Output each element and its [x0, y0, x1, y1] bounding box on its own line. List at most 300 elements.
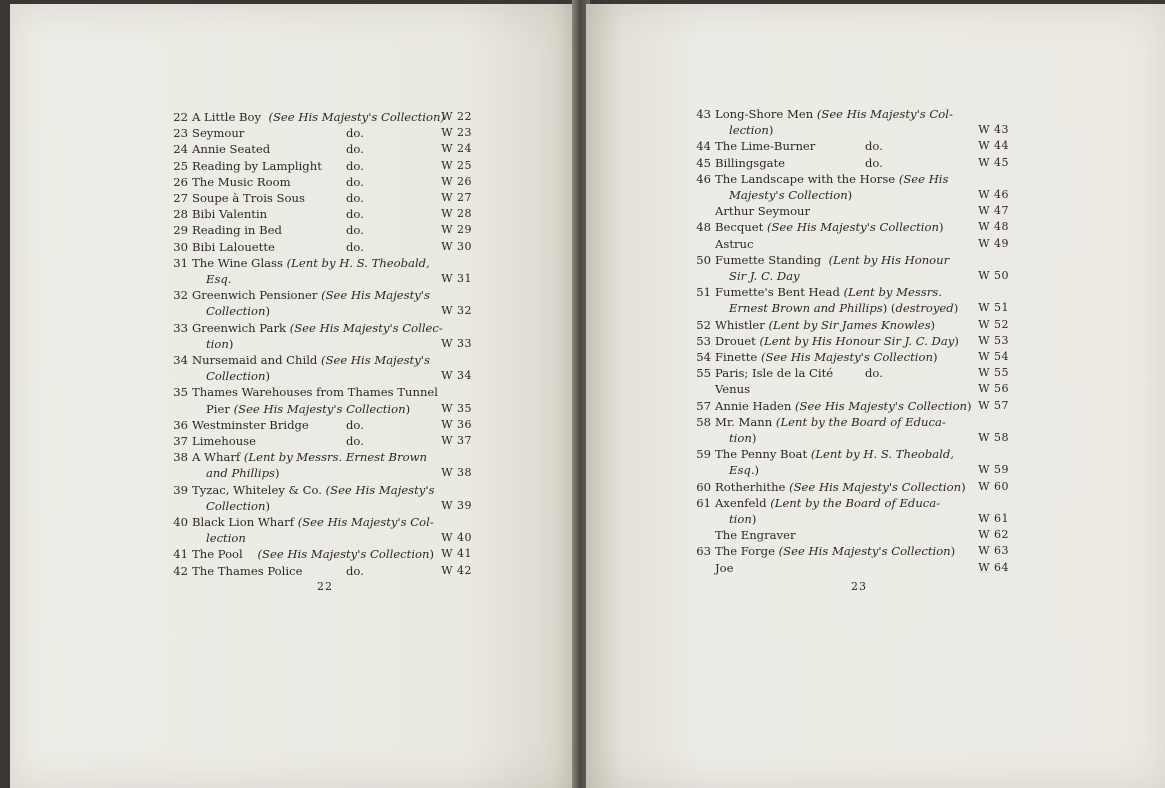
- catalogue-reference: W 55: [978, 366, 1009, 380]
- entry-italic-text: lection: [729, 123, 769, 138]
- entry-text: A Wharf: [192, 450, 244, 465]
- entry-text: ): [274, 466, 280, 481]
- entry-text: Reading in Bed: [192, 223, 282, 238]
- catalogue-reference: W 37: [441, 434, 472, 448]
- entry-continuation-line: [715, 122, 975, 138]
- entry-text: ): [953, 301, 959, 316]
- catalogue-reference: W 38: [441, 466, 472, 480]
- catalogue-entry: [170, 239, 472, 255]
- entry-text: ): [228, 336, 234, 351]
- catalogue-reference: W 23: [441, 126, 472, 140]
- catalogue-reference: W 31: [441, 272, 472, 286]
- entry-text: ): [950, 544, 956, 559]
- entry-text: Soupe à Trois Sous: [192, 191, 305, 206]
- entry-number: 53: [696, 333, 711, 348]
- entry-continuation-line: [715, 430, 975, 446]
- entry-text: ): [405, 401, 411, 416]
- entry-continuation-line: [715, 300, 975, 316]
- entry-title-line: [715, 284, 975, 300]
- catalogue-reference: W 53: [978, 333, 1009, 347]
- entry-text: Billingsgate: [715, 155, 786, 170]
- entry-text: Nursemaid and Child: [192, 353, 322, 368]
- entry-title-line: [192, 255, 438, 271]
- entry-number: 54: [696, 350, 711, 365]
- entry-continuation-line: [192, 498, 438, 514]
- catalogue-entry: [693, 333, 1009, 349]
- entry-text: ): [954, 333, 959, 348]
- entry-italic-text: (See His Majesty's Collection): [268, 110, 445, 124]
- left-page-number: 22: [317, 580, 333, 593]
- entry-number: 55: [696, 366, 711, 381]
- entry-title-line: [192, 125, 438, 141]
- entry-italic-text: Ernest Brown and Phillips: [729, 301, 883, 316]
- catalogue-reference: W 64: [978, 560, 1009, 574]
- entry-title-line: [715, 495, 975, 511]
- entry-text: ): [932, 350, 938, 365]
- entry-text: Limehouse: [192, 434, 256, 449]
- ditto-mark: do.: [865, 366, 883, 381]
- catalogue-entry: [170, 255, 472, 287]
- catalogue-reference: W 24: [441, 142, 472, 156]
- catalogue-reference: W 60: [978, 479, 1009, 493]
- entry-title-line: [715, 106, 975, 122]
- entry-italic-text: (See His Majesty's Col-: [297, 515, 434, 530]
- catalogue-reference: W 58: [978, 431, 1009, 445]
- catalogue-entry: [693, 252, 1009, 284]
- entry-title-line: [192, 384, 438, 400]
- ditto-mark: do.: [346, 158, 364, 173]
- catalogue-reference: W 57: [978, 398, 1009, 412]
- entry-text: Thames Warehouses from Thames Tunnel: [192, 385, 438, 400]
- entry-italic-text: Esq.: [206, 272, 232, 287]
- entry-text: Astruc: [715, 236, 754, 251]
- catalogue-reference: W 39: [441, 498, 472, 512]
- entry-text: The Pool: [192, 547, 258, 562]
- entry-number: 41: [173, 547, 188, 562]
- entry-italic-text: (See His Majesty's Collection: [760, 350, 933, 365]
- entry-text: The Landscape with the Horse: [715, 171, 899, 186]
- catalogue-entry: [170, 482, 472, 514]
- entry-number: 38: [173, 450, 188, 465]
- catalogue-reference: W 29: [441, 223, 472, 237]
- entry-number: 40: [173, 515, 188, 530]
- right-page-number: 23: [851, 580, 867, 593]
- entry-italic-text: (See His Majesty's Collection: [778, 544, 951, 559]
- entry-title-line: [192, 433, 438, 449]
- catalogue-reference: W 62: [978, 528, 1009, 542]
- catalogue-reference: W 35: [441, 401, 472, 415]
- entry-title-line: [192, 174, 438, 190]
- entry-number: 22: [173, 110, 188, 124]
- entry-title-line: [192, 158, 438, 174]
- ditto-mark: do.: [346, 126, 364, 141]
- entry-text: Annie Haden: [715, 398, 796, 413]
- entry-text: Becquet: [715, 220, 767, 235]
- catalogue-entry: [170, 417, 472, 433]
- entry-title-line: [192, 352, 438, 368]
- ditto-mark: do.: [346, 417, 364, 432]
- catalogue-reference: W 26: [441, 174, 472, 188]
- entry-italic-text: (See His Majesty's: [321, 353, 430, 368]
- entry-text: Tyzac, Whiteley & Co.: [192, 482, 326, 497]
- catalogue-reference: W 49: [978, 236, 1009, 250]
- entry-title-line: [192, 206, 438, 222]
- catalogue-entry: [693, 171, 1009, 203]
- ditto-mark: do.: [346, 207, 364, 222]
- entry-title-line: [192, 563, 438, 579]
- entry-number: 46: [696, 171, 711, 186]
- catalogue-reference: W 52: [978, 317, 1009, 331]
- catalogue-entry: [170, 222, 472, 238]
- entry-title-line: [192, 190, 438, 206]
- entry-text: Reading by Lamplight: [192, 158, 322, 173]
- catalogue-entry: [693, 560, 1009, 576]
- entry-number: 45: [696, 155, 711, 170]
- entry-title-line: [192, 239, 438, 255]
- entry-title-line: [715, 381, 975, 397]
- entry-continuation-line: [192, 336, 438, 352]
- catalogue-reference: W 61: [978, 512, 1009, 526]
- entry-italic-text: Esq.: [729, 463, 755, 478]
- entry-number: 59: [696, 447, 711, 462]
- entry-text: Annie Seated: [192, 142, 271, 157]
- catalogue-reference: W 28: [441, 207, 472, 221]
- entry-italic-text: (See His Majesty's Collection: [789, 479, 962, 494]
- entry-text: Paris; Isle de la Cité: [715, 366, 834, 381]
- entry-italic-text: (Lent by His Honour Sir J. C. Day: [759, 333, 955, 348]
- ditto-mark: do.: [346, 223, 364, 238]
- entry-italic-text: (Lent by the Board of Educa-: [770, 495, 941, 510]
- entry-title-line: [715, 236, 975, 252]
- entry-text: ): [930, 317, 936, 332]
- entry-text: Bibi Valentin: [192, 207, 268, 222]
- entry-number: 32: [173, 288, 188, 303]
- entry-text: Axenfeld: [715, 495, 771, 510]
- entry-title-line: [715, 414, 975, 430]
- catalogue-reference: W 50: [978, 269, 1009, 283]
- entry-text: Finette: [715, 350, 761, 365]
- entry-title-line: [715, 365, 975, 381]
- catalogue-entry: [170, 287, 472, 319]
- ditto-mark: do.: [346, 174, 364, 189]
- entry-text: Joe: [715, 560, 734, 575]
- entry-title-line: [715, 171, 975, 187]
- entry-text: ): [847, 188, 853, 203]
- entry-title-line: [192, 222, 438, 238]
- entry-number: 63: [696, 544, 711, 559]
- entry-title-line: [715, 560, 975, 576]
- ditto-mark: do.: [346, 142, 364, 157]
- entry-italic-text: Majesty's Collection: [729, 188, 848, 203]
- entry-italic-text: (Lent by His Honour: [828, 252, 950, 267]
- entry-number: 37: [173, 434, 188, 449]
- catalogue-reference: W 34: [441, 369, 472, 383]
- catalogue-entry: [170, 449, 472, 481]
- entry-text: Westminster Bridge: [192, 417, 309, 432]
- entry-title-line: [715, 543, 975, 559]
- entry-italic-text: (See His Majesty's Col-: [816, 107, 953, 121]
- catalogue-reference: W 43: [978, 123, 1009, 137]
- entry-text: ): [768, 123, 774, 138]
- catalogue-entry: [170, 190, 472, 206]
- entry-text: Venus: [715, 382, 751, 397]
- entry-continuation-line: [192, 401, 438, 417]
- entry-italic-text: (See His Majesty's Collection: [233, 401, 406, 416]
- catalogue-reference: W 48: [978, 220, 1009, 234]
- right-entry-list: [693, 106, 1009, 576]
- catalogue-entry: [693, 495, 1009, 527]
- catalogue-reference: W 36: [441, 417, 472, 431]
- ditto-mark: do.: [865, 155, 883, 170]
- catalogue-entry: [170, 125, 472, 141]
- catalogue-entry: [693, 317, 1009, 333]
- entry-text: The Forge: [715, 544, 779, 559]
- entry-title-line: [715, 138, 975, 154]
- entry-text: Drouet: [715, 333, 760, 348]
- entry-number: 27: [173, 191, 188, 206]
- ditto-mark: do.: [346, 434, 364, 449]
- entry-title-line: [715, 333, 975, 349]
- entry-text: Black Lion Wharf: [192, 515, 298, 530]
- entry-number: 33: [173, 320, 188, 335]
- entry-number: 48: [696, 220, 711, 235]
- entry-text: ): [265, 498, 270, 513]
- entry-text: The Penny Boat: [715, 447, 811, 462]
- catalogue-entry: [170, 514, 472, 546]
- entry-title-line: [715, 252, 975, 268]
- catalogue-reference: W 42: [441, 563, 472, 577]
- entry-title-line: [192, 449, 438, 465]
- catalogue-entry: [170, 174, 472, 190]
- catalogue-entry: [170, 158, 472, 174]
- left-entry-list: [170, 109, 472, 579]
- catalogue-entry: [693, 365, 1009, 381]
- right-page: [586, 4, 1165, 788]
- catalogue-reference: W 56: [978, 382, 1009, 396]
- catalogue-entry: [170, 546, 472, 562]
- ditto-mark: do.: [346, 563, 364, 578]
- entry-number: 25: [173, 158, 188, 173]
- catalogue-reference: W 51: [978, 301, 1009, 315]
- catalogue-entry: [170, 109, 472, 125]
- entry-text: Pier: [206, 401, 234, 416]
- entry-number: 57: [696, 398, 711, 413]
- entry-title-line: [192, 109, 445, 125]
- catalogue-entry: [693, 479, 1009, 495]
- entry-title-line: [192, 417, 438, 433]
- entry-number: 30: [173, 239, 188, 254]
- entry-title-line: [192, 141, 438, 157]
- entry-text: Mr. Mann: [715, 414, 776, 429]
- catalogue-entry: [693, 138, 1009, 154]
- catalogue-reference: W 59: [978, 463, 1009, 477]
- entry-number: 42: [173, 563, 188, 578]
- entry-italic-text: destroyed: [895, 301, 954, 316]
- catalogue-entry: [693, 398, 1009, 414]
- entry-text: ): [938, 220, 944, 235]
- entry-number: 51: [696, 285, 711, 300]
- catalogue-reference: W 25: [441, 158, 472, 172]
- entry-text: ): [754, 463, 760, 478]
- entry-italic-text: (See His: [898, 171, 949, 186]
- catalogue-entry: [170, 352, 472, 384]
- catalogue-reference: W 40: [441, 531, 472, 545]
- entry-text: ): [265, 304, 270, 319]
- entry-number: 52: [696, 317, 711, 332]
- catalogue-reference: W 54: [978, 350, 1009, 364]
- entry-text: Fumette's Bent Head: [715, 285, 844, 300]
- catalogue-entry: [170, 320, 472, 352]
- entry-continuation-line: [192, 465, 438, 481]
- catalogue-entry: [693, 349, 1009, 365]
- catalogue-reference: W 63: [978, 544, 1009, 558]
- catalogue-entry: [170, 384, 472, 416]
- entry-title-line: [715, 219, 975, 235]
- catalogue-entry: [693, 414, 1009, 446]
- entry-text: Arthur Seymour: [715, 204, 811, 219]
- catalogue-entry: [693, 446, 1009, 478]
- entry-title-line: [192, 482, 438, 498]
- entry-title-line: [192, 320, 443, 336]
- catalogue-entry: [693, 543, 1009, 559]
- entry-number: 31: [173, 255, 188, 270]
- entry-text: Long-Shore Men: [715, 107, 817, 121]
- entry-italic-text: tion: [206, 336, 229, 351]
- entry-text: The Engraver: [715, 528, 796, 543]
- entry-text: ) (: [882, 301, 896, 316]
- catalogue-entry: [693, 527, 1009, 543]
- entry-number: 61: [696, 495, 711, 510]
- entry-italic-text: (See His Majesty's Collection: [795, 398, 968, 413]
- entry-text: Bibi Lalouette: [192, 239, 275, 254]
- entry-number: 35: [173, 385, 188, 400]
- entry-title-line: [715, 155, 975, 171]
- catalogue-entry: [693, 284, 1009, 316]
- entry-number: 24: [173, 142, 188, 157]
- entry-text: ): [967, 398, 972, 413]
- entry-title-line: [715, 527, 975, 543]
- catalogue-reference: W 44: [978, 139, 1009, 153]
- entry-text: Fumette Standing: [715, 252, 829, 267]
- entry-text: ): [751, 512, 757, 527]
- entry-title-line: [192, 287, 438, 303]
- entry-italic-text: (See His Majesty's Collection: [257, 547, 430, 562]
- entry-text: Seymour: [192, 126, 245, 141]
- entry-text: ): [751, 431, 757, 446]
- ditto-mark: do.: [346, 191, 364, 206]
- entry-title-line: [715, 446, 975, 462]
- catalogue-reference: W 33: [441, 336, 472, 350]
- entry-italic-text: lection: [206, 531, 246, 546]
- entry-number: 29: [173, 223, 188, 238]
- entry-italic-text: Collection: [206, 498, 266, 513]
- entry-text: ): [265, 369, 270, 384]
- entry-continuation-line: [192, 303, 438, 319]
- entry-italic-text: Collection: [206, 369, 266, 384]
- entry-text: Whistler: [715, 317, 769, 332]
- entry-number: 44: [696, 139, 711, 154]
- entry-continuation-line: [192, 530, 438, 546]
- entry-italic-text: Sir J. C. Day: [729, 269, 800, 284]
- entry-continuation-line: [715, 187, 975, 203]
- entry-number: 34: [173, 353, 188, 368]
- entry-title-line: [715, 479, 975, 495]
- entry-text: ): [429, 547, 435, 562]
- entry-italic-text: tion: [729, 431, 752, 446]
- ditto-mark: do.: [865, 139, 883, 154]
- entry-continuation-line: [715, 462, 975, 478]
- catalogue-reference: W 46: [978, 188, 1009, 202]
- entry-italic-text: tion: [729, 512, 752, 527]
- entry-number: 39: [173, 482, 188, 497]
- catalogue-reference: W 27: [441, 191, 472, 205]
- entry-italic-text: (See His Majesty's: [325, 482, 435, 497]
- catalogue-reference: W 30: [441, 239, 472, 253]
- entry-title-line: [715, 203, 975, 219]
- catalogue-reference: W 45: [978, 155, 1009, 169]
- entry-text: The Thames Police: [192, 563, 303, 578]
- entry-number: 23: [173, 126, 188, 141]
- entry-number: 26: [173, 174, 188, 189]
- catalogue-entry: [693, 203, 1009, 219]
- catalogue-reference: W 47: [978, 204, 1009, 218]
- entry-italic-text: Collection: [206, 304, 266, 319]
- catalogue-entry: [693, 155, 1009, 171]
- catalogue-reference: W 32: [441, 304, 472, 318]
- entry-italic-text: and Phillips: [206, 466, 275, 481]
- entry-title-line: [715, 349, 975, 365]
- catalogue-entry: [693, 381, 1009, 397]
- entry-title-line: [192, 514, 438, 530]
- entry-text: A Little Boy: [192, 110, 269, 124]
- entry-text: The Music Room: [192, 174, 291, 189]
- entry-text: ): [961, 479, 966, 494]
- ditto-mark: do.: [346, 239, 364, 254]
- catalogue-entry: [170, 433, 472, 449]
- entry-italic-text: (Lent by H. S. Theobald,: [286, 255, 430, 270]
- catalogue-entry: [170, 563, 472, 579]
- catalogue-entry: [693, 106, 1009, 138]
- entry-italic-text: (Lent by Sir James Knowles: [768, 317, 931, 332]
- entry-italic-text: (See His Majesty's Collection: [766, 220, 939, 235]
- entry-number: 58: [696, 414, 711, 429]
- entry-continuation-line: [192, 368, 438, 384]
- entry-text: The Wine Glass: [192, 255, 287, 270]
- catalogue-entry: [170, 141, 472, 157]
- entry-italic-text: (Lent by H. S. Theobald,: [810, 447, 954, 462]
- entry-title-line: [192, 546, 438, 562]
- left-page: [10, 4, 578, 788]
- entry-text: Greenwich Park: [192, 320, 290, 335]
- entry-italic-text: (See His Majesty's: [321, 288, 430, 303]
- catalogue-entry: [693, 219, 1009, 235]
- entry-number: 36: [173, 417, 188, 432]
- catalogue-reference: W 22: [441, 110, 472, 123]
- catalogue-reference: W 41: [441, 547, 472, 561]
- entry-number: 28: [173, 207, 188, 222]
- entry-text: The Lime-Burner: [715, 139, 816, 154]
- entry-title-line: [715, 317, 975, 333]
- entry-title-line: [715, 398, 975, 414]
- entry-text: Greenwich Pensioner: [192, 288, 322, 303]
- entry-italic-text: (Lent by Messrs. Ernest Brown: [243, 450, 427, 465]
- entry-number: 60: [696, 479, 711, 494]
- entry-italic-text: (Lent by the Board of Educa-: [775, 414, 946, 429]
- entry-italic-text: (See His Majesty's Collec-: [289, 320, 443, 335]
- entry-continuation-line: [715, 268, 975, 284]
- catalogue-entry: [170, 206, 472, 222]
- entry-number: 43: [696, 107, 711, 121]
